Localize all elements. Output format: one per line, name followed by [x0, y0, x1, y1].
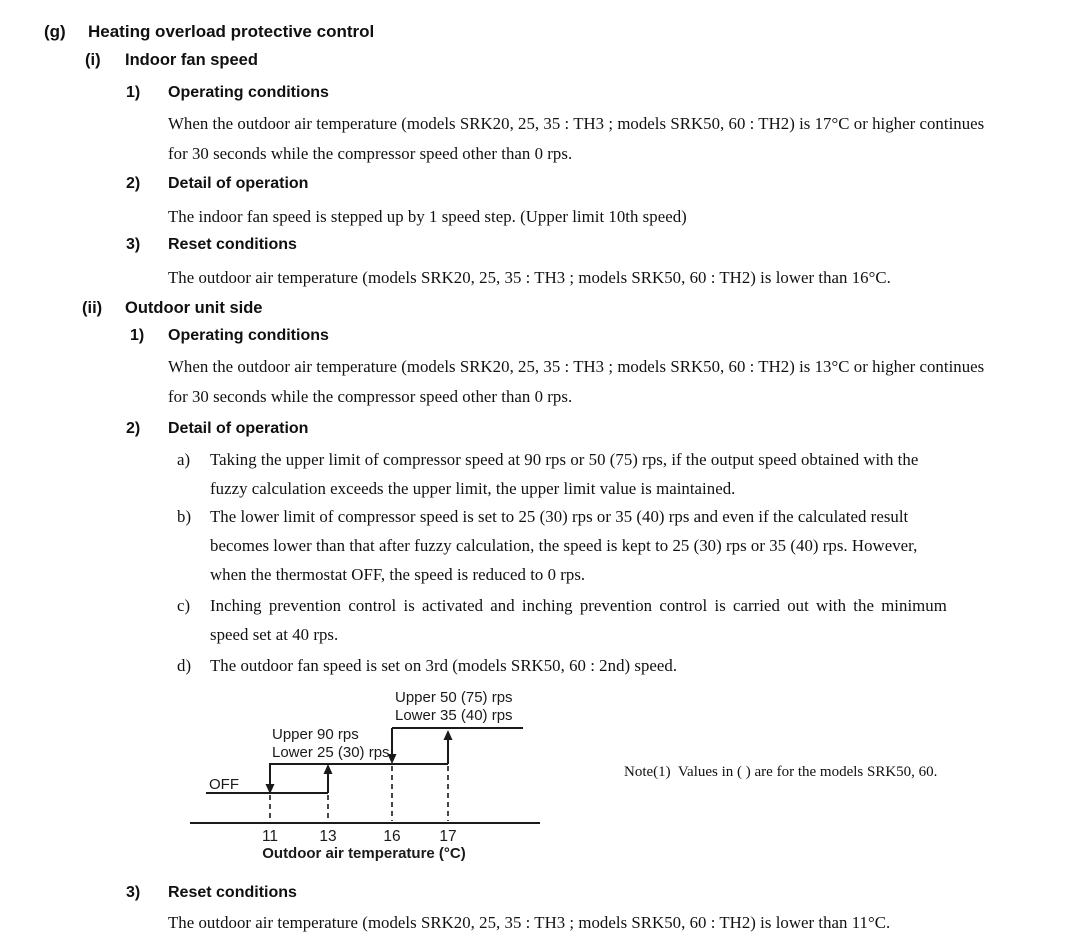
x-tick-17: 17 [439, 828, 457, 845]
mid-level-lower-label: Lower 25 (30) rps [272, 744, 390, 761]
indoor-item1-title: Operating conditions [168, 84, 329, 101]
subsection-i-title: Indoor fan speed [125, 51, 258, 69]
off-level-label: OFF [209, 776, 239, 793]
up-arrow-17-head [444, 730, 453, 740]
temperature-step-diagram [182, 682, 562, 867]
indoor-item1-number: 1) [126, 84, 141, 101]
paragraph-line: for 30 seconds while the compressor speed other than 0 rps. [168, 387, 573, 406]
detail-item-a-letter: a) [177, 450, 191, 469]
high-level-upper-label: Upper 50 (75) rps [395, 689, 513, 706]
mid-level-upper-label: Upper 90 rps [272, 726, 359, 743]
paragraph-line: becomes lower than that after fuzzy calculation, the speed is kept to 25 (30) rps or 35 (40) rps. However, [210, 536, 918, 555]
paragraph-line: The lower limit of compressor speed is set to 25 (30) rps or 35 (40) rps and even if the calculated result [210, 507, 909, 526]
outdoor-item2-number: 2) [126, 420, 141, 437]
paragraph-line: when the thermostat OFF, the speed is reduced to 0 rps. [210, 565, 586, 584]
subsection-i-label: (i) [85, 51, 101, 69]
outdoor-item1-title: Operating conditions [168, 327, 329, 344]
outdoor-item3-number: 3) [126, 884, 141, 901]
paragraph-line: for 30 seconds while the compressor speed other than 0 rps. [168, 144, 573, 163]
detail-item-d-letter: d) [177, 656, 192, 675]
high-level-lower-label: Lower 35 (40) rps [395, 707, 513, 724]
paragraph-line: The outdoor air temperature (models SRK20, 25, 35 : TH3 ; models SRK50, 60 : TH2) is lower than 16°C. [168, 268, 891, 287]
detail-item-c-letter: c) [177, 596, 191, 615]
paragraph-line: When the outdoor air temperature (models SRK20, 25, 35 : TH3 ; models SRK50, 60 : TH2) is 13°C or higher continues [168, 357, 985, 376]
indoor-item2-number: 2) [126, 175, 141, 192]
x-tick-11: 11 [261, 828, 279, 845]
section-g-label: (g) [44, 22, 66, 41]
paragraph-line: fuzzy calculation exceeds the upper limit, the upper limit value is maintained. [210, 479, 736, 498]
indoor-item3-title: Reset conditions [168, 236, 297, 253]
x-axis-label: Outdoor air temperature (°C) [262, 845, 466, 862]
indoor-item3-number: 3) [126, 236, 141, 253]
detail-item-b-letter: b) [177, 507, 192, 526]
x-tick-13: 13 [319, 828, 337, 845]
up-arrow-13-head [324, 764, 333, 774]
x-tick-16: 16 [383, 828, 401, 845]
paragraph-line: The indoor fan speed is stepped up by 1 speed step. (Upper limit 10th speed) [168, 207, 687, 226]
paragraph-line: When the outdoor air temperature (models SRK20, 25, 35 : TH3 ; models SRK50, 60 : TH2) is 17°C or higher continues [168, 114, 985, 133]
paragraph-line: speed set at 40 rps. [210, 625, 339, 644]
paragraph-line: Taking the upper limit of compressor speed at 90 rps or 50 (75) rps, if the output speed obtained with the [210, 450, 919, 469]
outdoor-item1-number: 1) [130, 327, 145, 344]
outdoor-item2-title: Detail of operation [168, 420, 309, 437]
paragraph-line: Inching prevention control is activated and inching prevention control is carried out with the minimum [210, 596, 947, 615]
paragraph-line: The outdoor air temperature (models SRK20, 25, 35 : TH3 ; models SRK50, 60 : TH2) is lower than 11°C. [168, 913, 891, 932]
subsection-ii-label: (ii) [82, 299, 103, 317]
footnote: Note(1) Values in ( ) are for the models SRK50, 60. [624, 764, 938, 780]
section-g-title: Heating overload protective control [88, 22, 375, 41]
indoor-item2-title: Detail of operation [168, 175, 309, 192]
subsection-ii-title: Outdoor unit side [125, 299, 263, 317]
paragraph-line: The outdoor fan speed is set on 3rd (models SRK50, 60 : 2nd) speed. [210, 656, 678, 675]
outdoor-item3-title: Reset conditions [168, 884, 297, 901]
